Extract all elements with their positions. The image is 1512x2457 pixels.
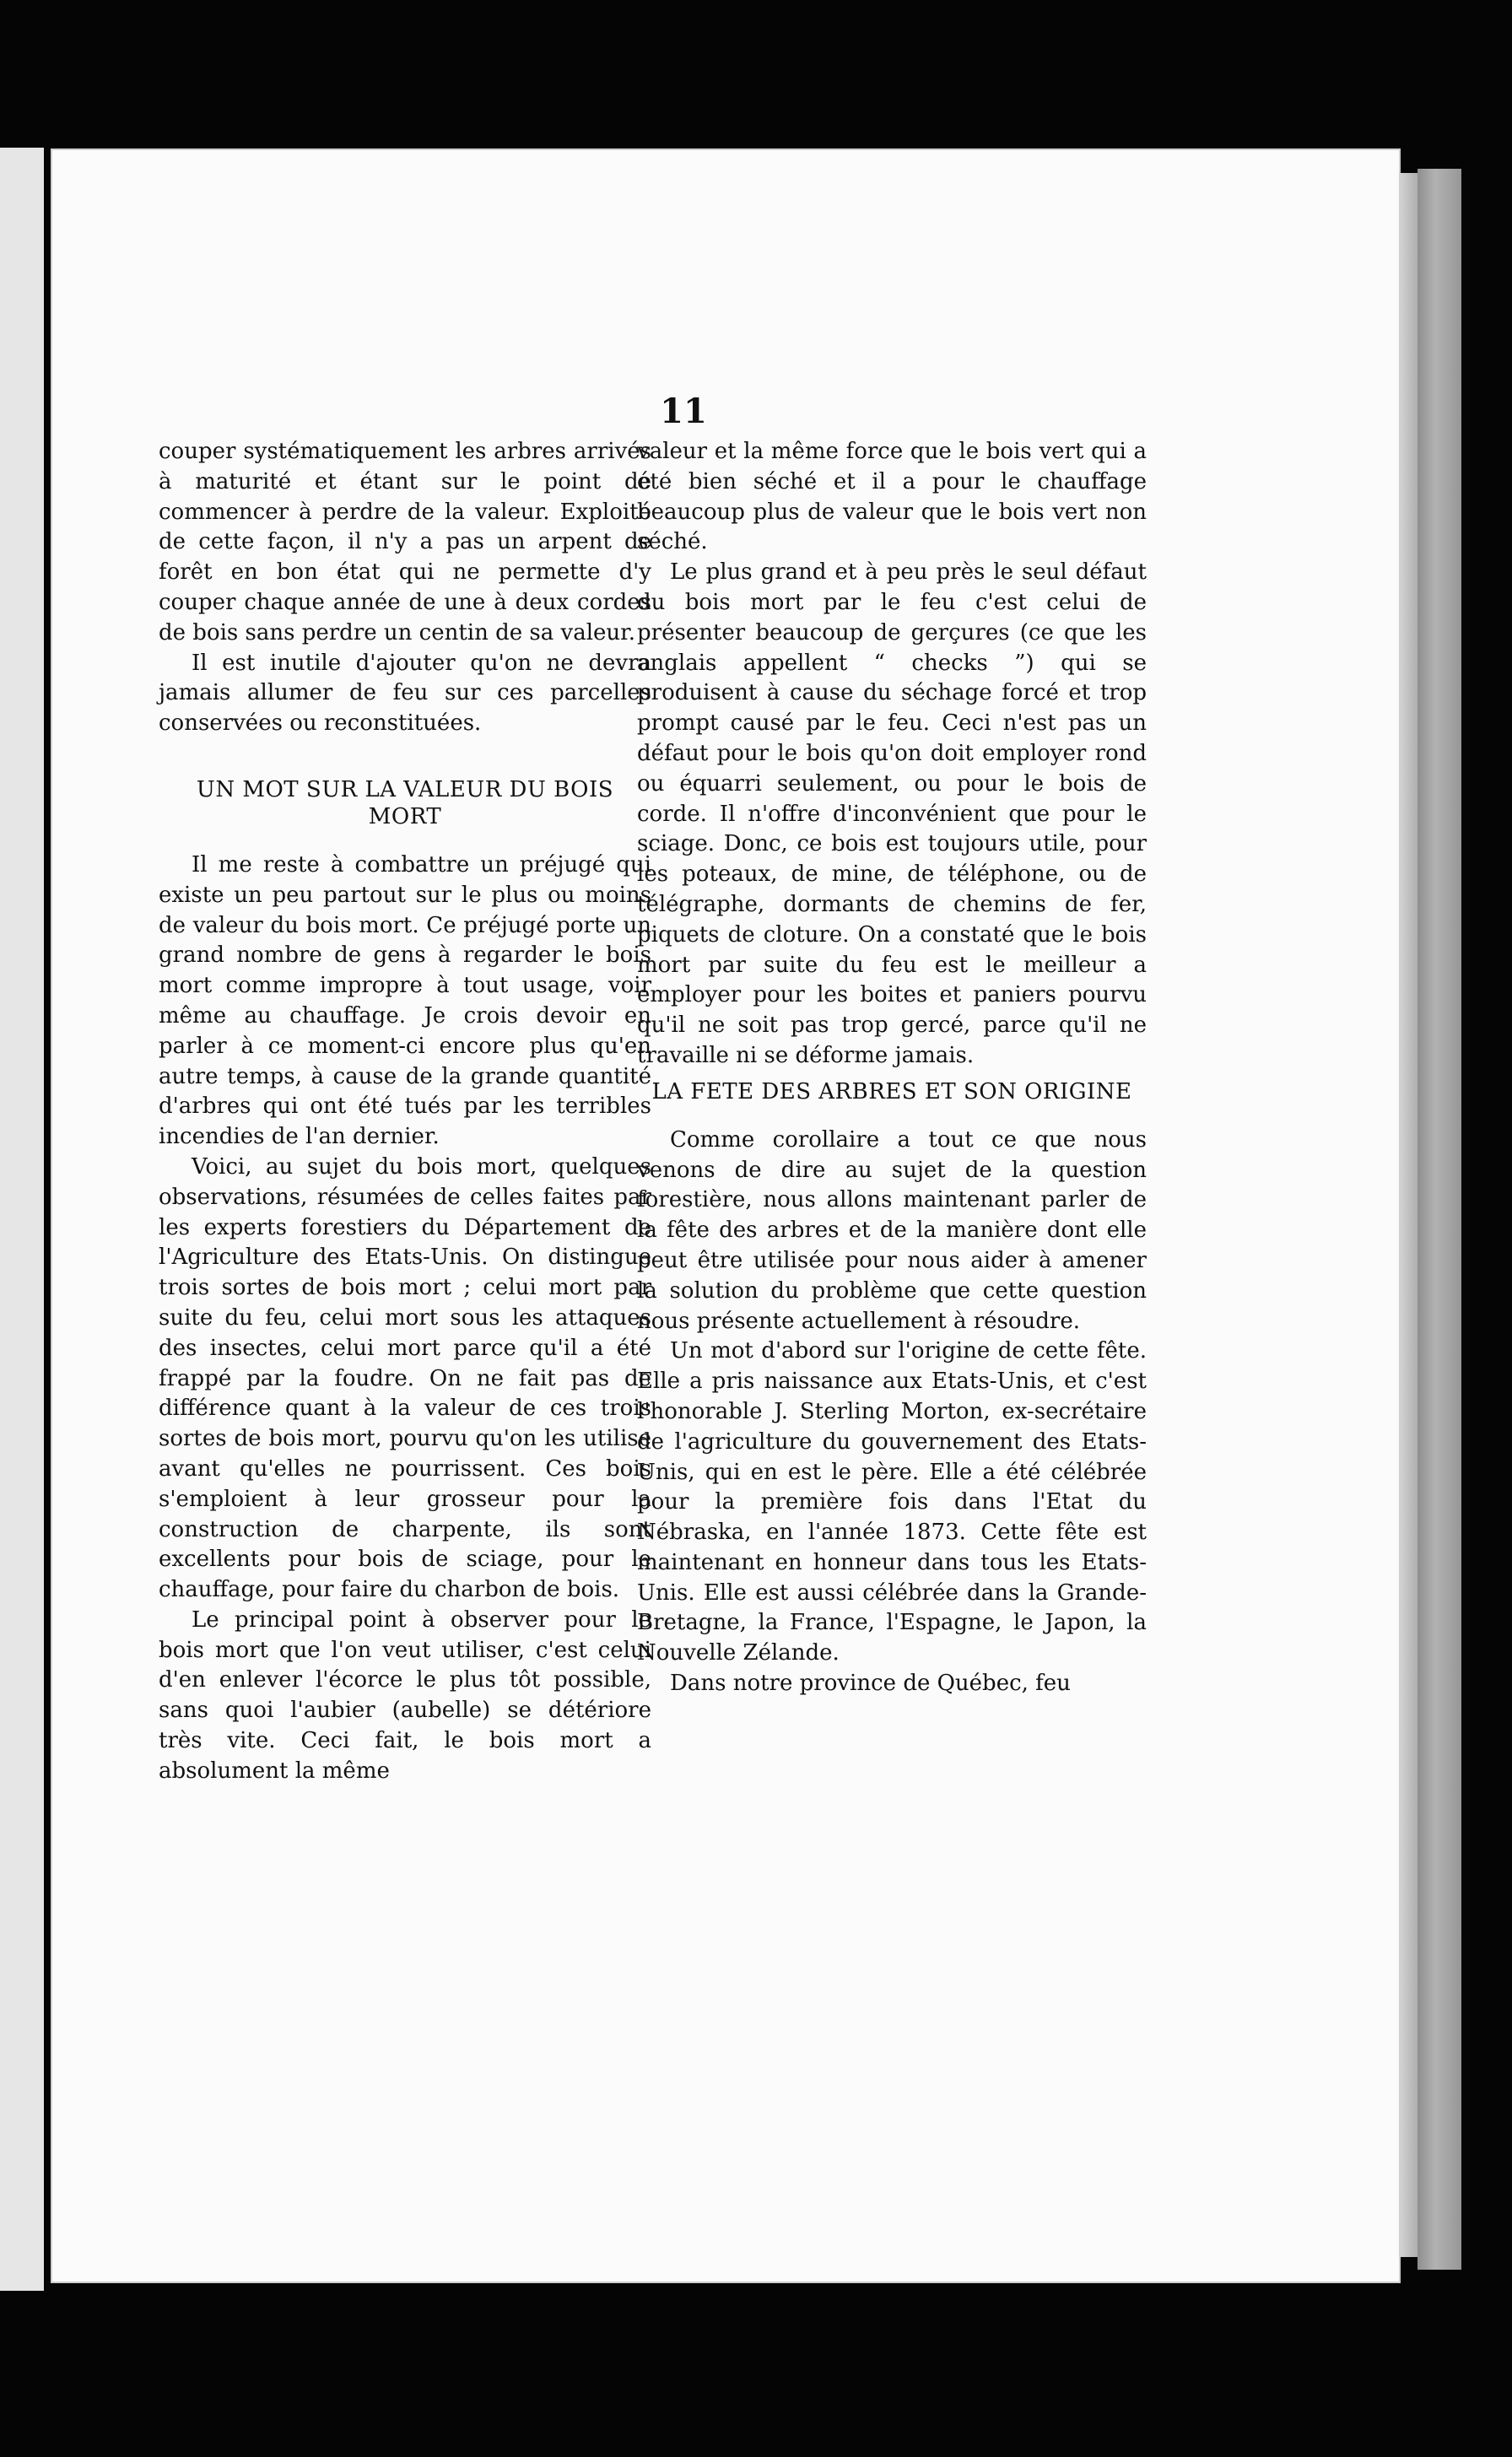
paragraph: Dans notre province de Québec, feu: [670, 1671, 1071, 1697]
paragraph: couper systématiquement les arbres arrivés à maturité et étant sur le point de commencer à perdre de la valeur. Exploité de cette façon, il n'y a pas un arpent de forêt en bon état qui ne permette d'y couper chaque année de une à deux cordes de bois sans perdre un centin de sa valeur.: [159, 439, 651, 645]
paragraph: Le plus grand et à peu près le seul défaut du bois mort par le feu c'est celui de présenter beaucoup de gerçures (ce que les anglais appellent “ checks ”) qui se produisent à cause du séchage forcé et trop prompt causé par le feu. Ceci n'est pas un défaut pour le bois qu'on doit employer rond ou équarri seulement, ou pour le bois de corde. Il n'offre d'inconvénient que pour le sciage. Donc, ce bois est toujours utile, pour les poteaux, de mine, de téléphone, ou de télégraphe, dormants de chemins de fer, piquets de cloture. On a constaté que le bois mort par suite du feu est le meilleur a employer pour les boites et paniers pourvu qu'il ne soit pas trop gercé, parce qu'il ne travaille ni se déforme jamais.: [637, 559, 1147, 1068]
page-number: 11: [660, 392, 707, 431]
paragraph: Voici, au sujet du bois mort, quelques observations, résumées de celles faites par les experts forestiers du Département de l'Agriculture des Etats-Unis. On distingue trois sortes de bois mort ; celui mort par suite du feu, celui mort sous les attaques des insectes, celui mort parce qu'il a été frappé par la foudre. On ne fait pas de différence quant à la valeur de ces trois sortes de bois mort, pourvu qu'on les utilise avant qu'elles ne pourrissent. Ces bois s'emploient à leur grosseur pour la construction de charpente, ils sont excellents pour bois de sciage, pour le chauffage, pour faire du charbon de bois.: [159, 1153, 651, 1603]
book-cover: [1418, 169, 1461, 2270]
book-page: [51, 148, 1401, 2283]
paragraph: Il me reste à combattre un préjugé qui existe un peu partout sur le plus ou moins de valeur du bois mort. Ce préjugé porte un grand nombre de gens à regarder le bois mort comme impropre à tout usage, voir même au chauffage. Je crois devoir en parler à ce moment-ci encore plus qu'en autre temps, à cause de la grande quantité d'arbres qui ont été tués par les terribles incendies de l'an dernier.: [159, 851, 651, 1150]
paragraph: Il est inutile d'ajouter qu'on ne devra jamais allumer de feu sur ces parcelles conservées ou reconstituées.: [159, 650, 651, 737]
section-heading: UN MOT SUR LA VALEUR DU BOIS MORT: [196, 776, 614, 829]
paragraph: Un mot d'abord sur l'origine de cette fête. Elle a pris naissance aux Etats-Unis, et c'est l'honorable J. Sterling Morton, ex-secrétaire de l'agriculture du gouvernement des Etats-Unis, qui en est le père. Elle a été célébrée pour la première fois dans l'Etat du Nébraska, en l'année 1873. Cette fête est maintenant en honneur dans tous les Etats-Unis. Elle est aussi célébrée dans la Grande-Bretagne, la France, l'Espagne, le Japon, la Nouvelle Zélande.: [637, 1338, 1147, 1666]
paragraph: Le principal point à observer pour le bois mort que l'on veut utiliser, c'est celui d'en enlever l'écorce le plus tôt possible, sans quoi l'aubier (aubelle) se détériore très vite. Ceci fait, le bois mort a absolument la même: [159, 1606, 651, 1784]
adjacent-page-edge: [0, 148, 44, 2291]
section-heading: LA FETE DES ARBRES ET SON ORIGINE: [651, 1078, 1132, 1104]
right-column: [637, 437, 1147, 1699]
paragraph: Comme corollaire a tout ce que nous venons de dire au sujet de la question forestière, nous allons maintenant parler de la fête des arbres et de la manière dont elle peut être utilisée pour nous aider à amener la solution du problème que cette question nous présente actuellement à résoudre.: [637, 1126, 1147, 1334]
paragraph: valeur et la même force que le bois vert qui a été bien séché et il a pour le chauffage beaucoup plus de valeur que le bois vert non séché.: [637, 439, 1147, 555]
left-column: [159, 437, 651, 1787]
